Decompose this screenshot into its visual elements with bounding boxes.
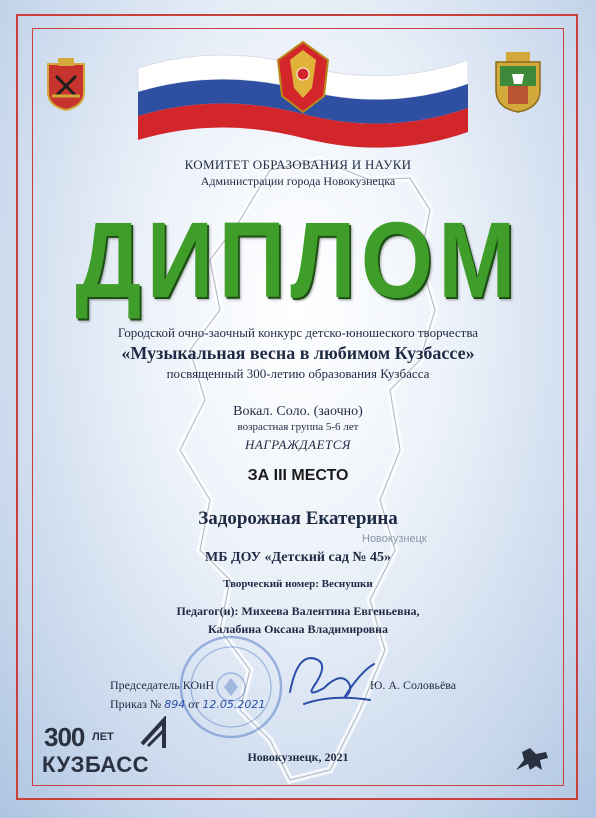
order-number: 894 xyxy=(164,698,186,711)
committee-name: КОМИТЕТ ОБРАЗОВАНИЯ И НАУКИ xyxy=(184,157,412,172)
nomination: Вокал. Соло. (заочно) xyxy=(233,404,363,419)
order-label: Приказ № xyxy=(110,697,162,711)
kemerovo-region-emblem-icon xyxy=(44,56,88,112)
russian-flag-ribbon xyxy=(128,38,478,150)
age-group: возрастная группа 5-6 лет xyxy=(237,421,359,433)
logo-years: ЛЕТ xyxy=(92,731,114,743)
map-city-label: Новокузнецк xyxy=(362,533,427,545)
contest-name: «Музыкальная весна в любимом Кузбассе» xyxy=(121,343,475,363)
handwritten-signature-icon xyxy=(284,642,380,716)
contest-dedication: посвященный 300-летию образования Кузбасса xyxy=(166,366,430,381)
administration-name: Администрации города Новокузнецка xyxy=(200,174,396,188)
contest-description: Городской очно-заочный конкурс детско-юношеского творчества xyxy=(117,325,479,340)
order-line xyxy=(110,697,265,712)
horse-emblem-icon xyxy=(512,744,552,774)
recipient-name: Задорожная Екатерина xyxy=(198,508,398,529)
logo-region: КУЗБАСС xyxy=(42,752,150,777)
logo-number: 300 xyxy=(44,722,85,752)
place-and-year: Новокузнецк, 2021 xyxy=(247,750,349,764)
chair-name: Ю. А. Соловьёва xyxy=(370,678,457,692)
chair-role: Председатель КОиН xyxy=(110,678,215,692)
place-award: ЗА III МЕСТО xyxy=(247,467,349,484)
diploma-title: ДИПЛОМ xyxy=(75,199,521,320)
novokuznetsk-city-emblem-icon xyxy=(490,50,546,114)
awarded-label: НАГРАЖДАЕТСЯ xyxy=(245,437,351,452)
teachers-line-1: Педагог(и): Михеева Валентина Евгеньевна, xyxy=(176,604,420,618)
performance-title: Творческий номер: Веснушки xyxy=(223,578,373,590)
teachers-line-2: Калабина Оксана Владимировна xyxy=(207,622,389,636)
order-from: от xyxy=(188,697,200,711)
school-name: МБ ДОУ «Детский сад № 45» xyxy=(205,550,391,565)
order-date: 12.05.2021 xyxy=(202,698,266,711)
